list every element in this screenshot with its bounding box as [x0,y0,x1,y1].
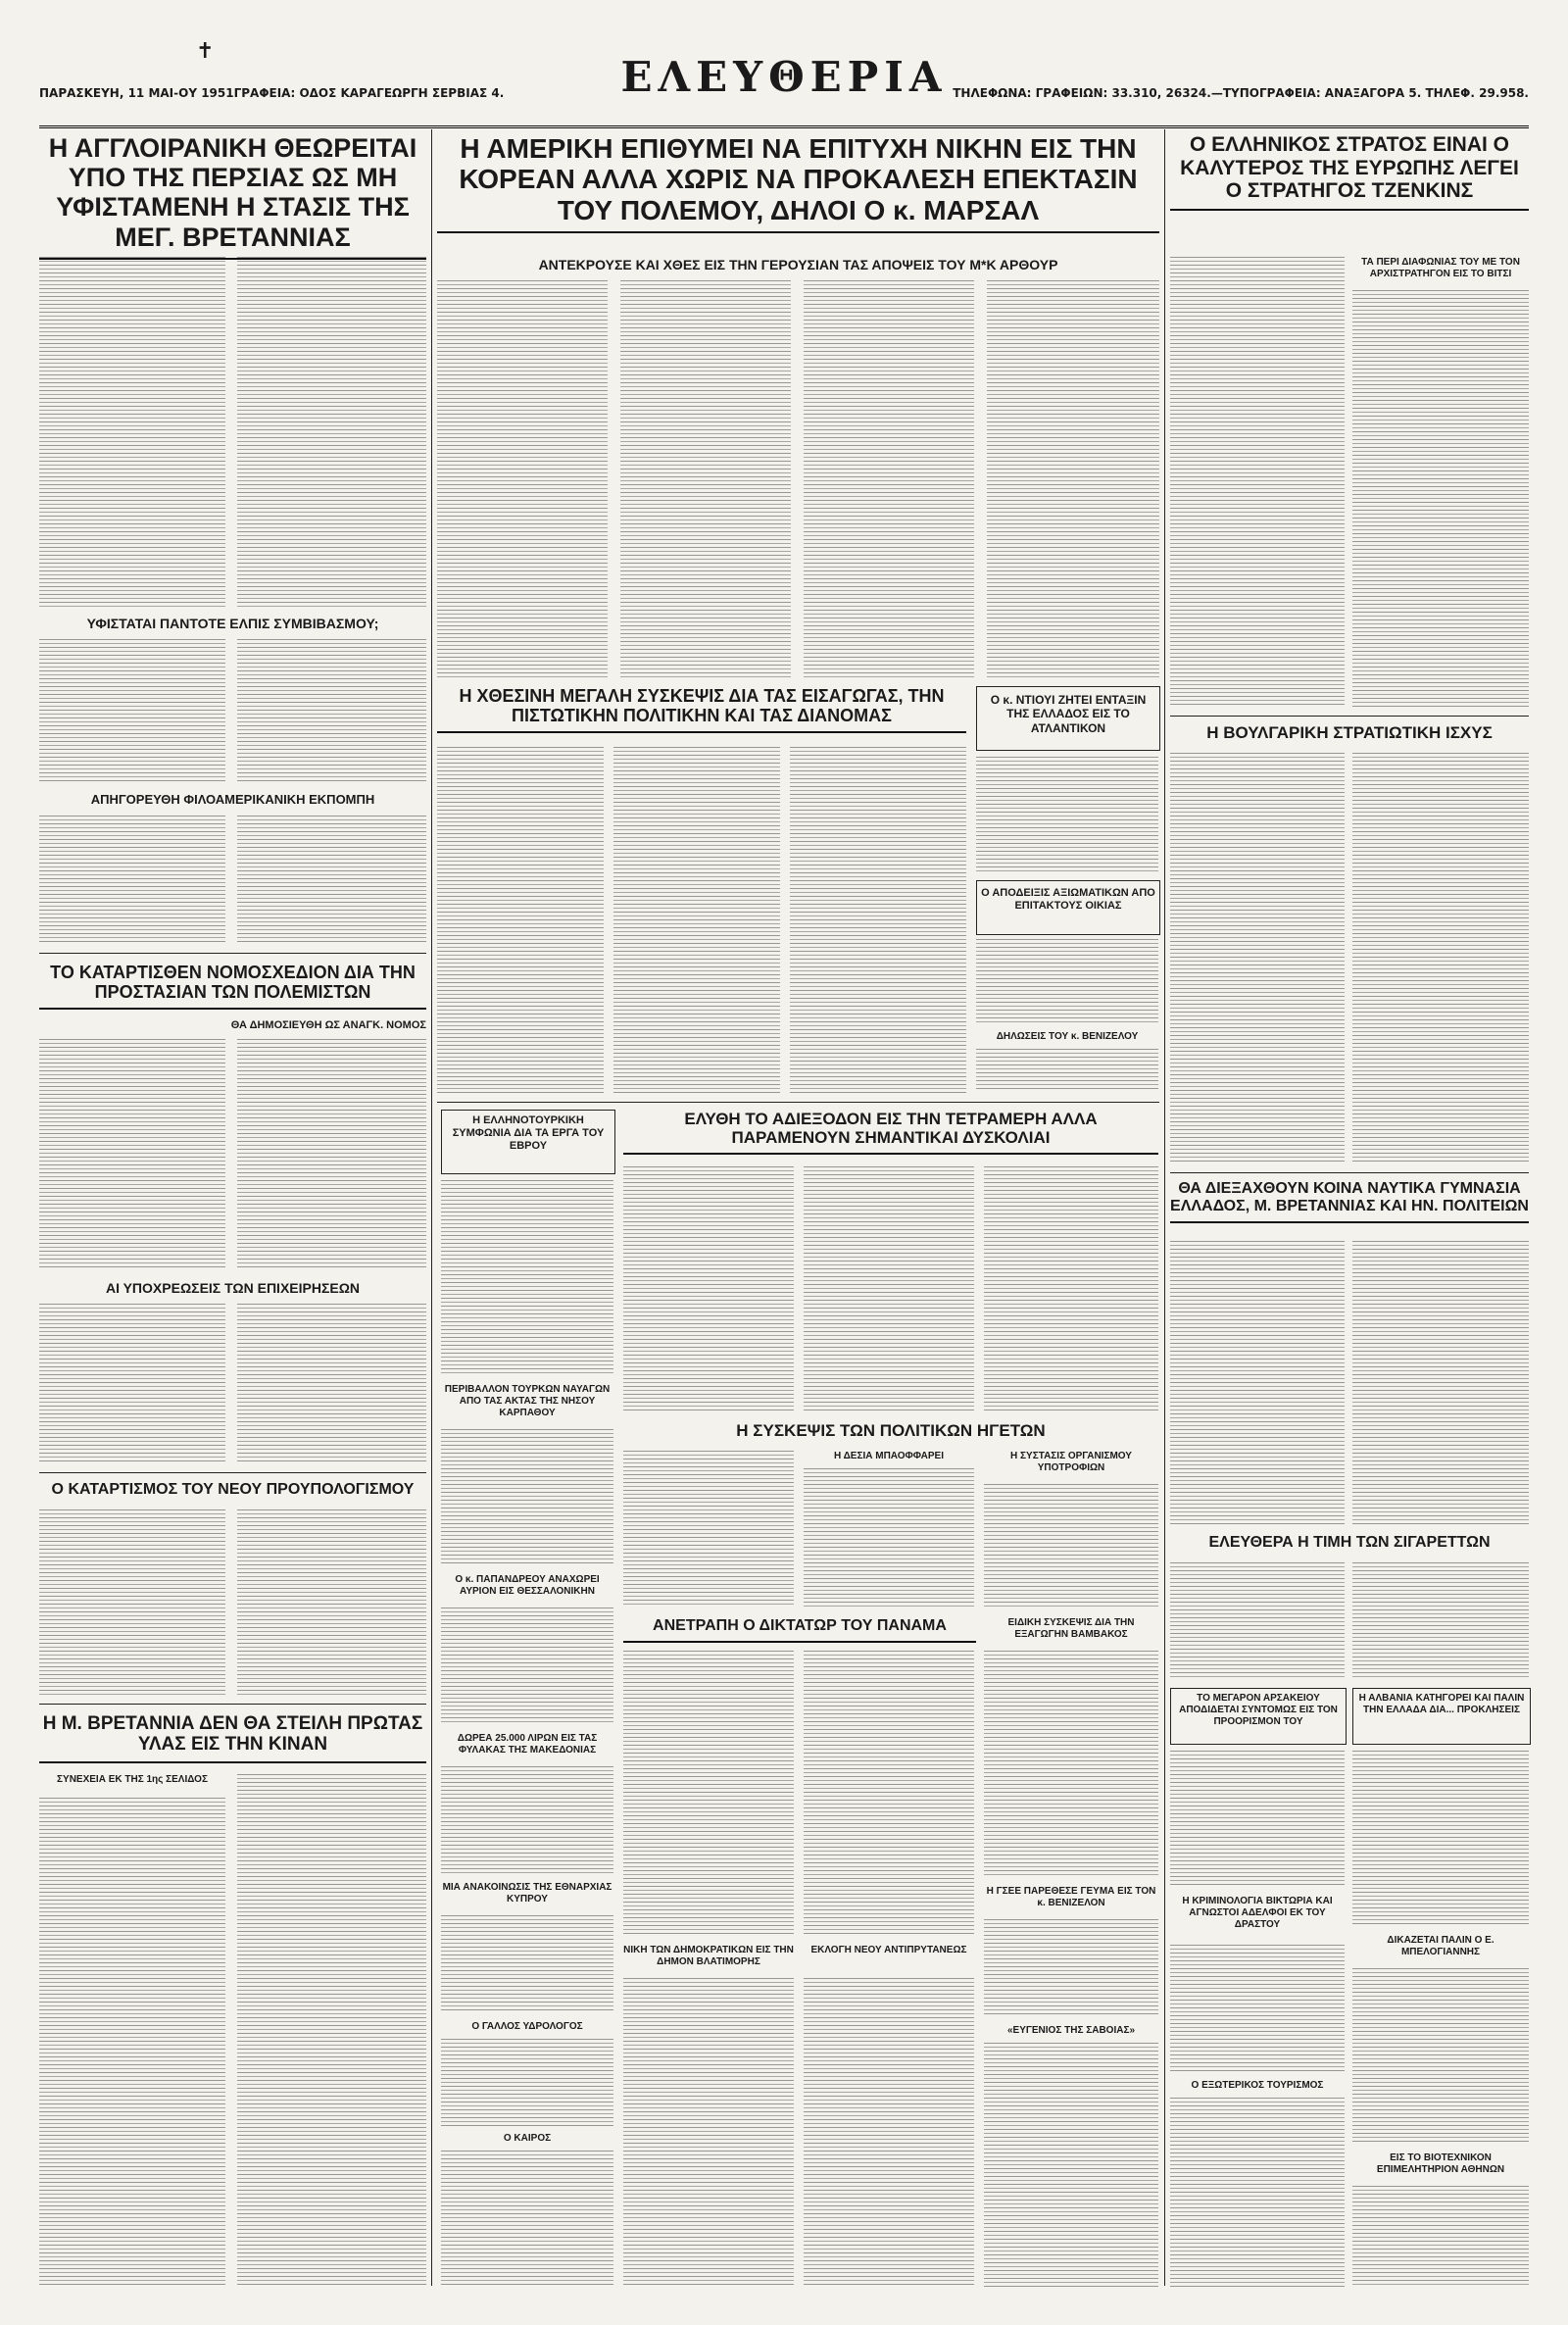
headline: Ο ΚΑΤΑΡΤΙΣΜΟΣ ΤΟΥ ΝΕΟΥ ΠΡΟΥΠΟΛΟΓΙΣΜΟΥ [51,1481,415,1498]
article-text [1170,257,1345,708]
article-text [237,1774,426,2288]
article-text [237,816,426,943]
subheadline: ΕΙΣ ΤΟ ΒΙΟΤΕΧΝΙΚΟΝ ΕΠΙΜΕΛΗΤΗΡΙΟΝ ΑΘΗΝΩΝ [1376,2152,1505,2175]
subheadline: ΔΗΛΩΣΕΙΣ ΤΟΥ κ. ΒΕΝΙΖΕΛΟΥ [996,1031,1139,1042]
article-text [984,1919,1158,2017]
article-text [237,1304,426,1464]
newspaper-title: ΕΛΕΥΘΕΡΙΑ [620,53,948,101]
subheadline: ΔΙΚΑΖΕΤΑΙ ΠΑΛΙΝ Ο Ε. ΜΠΕΛΟΓΙΑΝΝΗΣ [1387,1935,1494,1957]
article-text [441,1608,613,1725]
article-text [790,747,966,1096]
article-text [1352,753,1529,1164]
masthead-phones: ΤΗΛΕΦΩΝΑ: ΓΡΑΦΕΙΩΝ: 33.310, 26324.—ΤΥΠΟΓΡΑΦΕΙΑ: ΑΝΑΞΑΓΟΡΑ 5. ΤΗΛΕΦ. 29.958. [953,86,1529,100]
article-text [39,1304,225,1464]
subheadline: ΑΠΗΓΟΡΕΥΘΗ ΦΙΛΟΑΜΕΡΙΚΑΝΙΚΗ ΕΚΠΟΜΠΗ [90,792,375,807]
subheadline: ΜΙΑ ΑΝΑΚΟΙΝΩΣΙΣ ΤΗΣ ΕΘΝΑΡΧΙΑΣ ΚΥΠΡΟΥ [442,1882,612,1905]
article-text [437,747,604,1096]
subheadline: Η ΓΣΕΕ ΠΑΡΕΘΕΣΕ ΓΕΥΜΑ ΕΙΣ ΤΟΝ κ. ΒΕΝΙΖΕΛΟΝ [986,1886,1156,1908]
article-text [237,639,426,782]
headline: Ο ΑΠΟΔΕΙΞΙΣ ΑΞΙΩΜΑΤΙΚΩΝ ΑΠΟ ΕΠΙΤΑΚΤΟΥΣ ΟΙΚΙΑΣ [981,887,1155,913]
section-rule [39,1704,426,1705]
subheadline: ΝΙΚΗ ΤΩΝ ΔΗΜΟΚΡΑΤΙΚΩΝ ΕΙΣ ΤΗΝ ΔΗΜΟΝ ΒΛΑΤΙΜΟΡΗΣ [623,1945,794,1967]
section-rule [39,1472,426,1473]
article-text [441,1766,613,1874]
headline: Η Μ. ΒΡΕΤΑΝΝΙΑ ΔΕΝ ΘΑ ΣΤΕΙΛΗ ΠΡΩΤΑΣ ΥΛΑΣ ΕΙΣ ΤΗΝ ΚΙΝΑΝ [39,1713,426,1763]
article-text [976,1049,1158,1092]
headline-left-main: Η ΑΓΓΛΟΙΡΑΝΙΚΗ ΘΕΩΡΕΙΤΑΙ ΥΠΟ ΤΗΣ ΠΕΡΣΙΑΣ ΩΣ ΜΗ ΥΦΙΣΤΑΜΕΝΗ Η ΣΤΑΣΙΣ ΤΗΣ ΜΕΓ. ΒΡΕΤΑΝΝΙΑΣ [39,133,426,260]
headline-box [976,686,1160,751]
article-text [1352,290,1529,708]
headline-center-main: Η ΑΜΕΡΙΚΗ ΕΠΙΘΥΜΕΙ ΝΑ ΕΠΙΤΥΧΗ ΝΙΚΗΝ ΕΙΣ ΤΗΝ ΚΟΡΕΑΝ ΑΛΛΑ ΧΩΡΙΣ ΝΑ ΠΡΟΚΑΛΕΣΗ ΕΠΕΚΤΑΣΙΝ ΤΟΥ ΠΟΛΕΜΟΥ, ΔΗΛΟΙ Ο κ. ΜΑΡΣΑΛ [437,133,1159,233]
article-text [1352,1968,1529,2145]
article-text [39,1039,225,1270]
headline: ΑΝΕΤΡΑΠΗ Ο ΔΙΚΤΑΤΩΡ ΤΟΥ ΠΑΝΑΜΑ [623,1617,976,1643]
subheadline: ΑΝΤΕΚΡΟΥΣΕ ΚΑΙ ΧΘΕΣ ΕΙΣ ΤΗΝ ΓΕΡΟΥΣΙΑΝ ΤΑΣ ΑΠΟΨΕΙΣ ΤΟΥ Μ*Κ ΑΡΘΟΥΡ [538,257,1058,272]
article-text [1170,1562,1345,1680]
headline-right-main: Ο ΕΛΛΗΝΙΚΟΣ ΣΤΡΑΤΟΣ ΕΙΝΑΙ Ο ΚΑΛΥΤΕΡΟΣ ΤΗΣ ΕΥΡΩΠΗΣ ΛΕΓΕΙ Ο ΣΤΡΑΤΗΓΟΣ ΤΖΕΝΚΙΝΣ [1170,133,1529,211]
headline: Η ΣΥΣΚΕΨΙΣ ΤΩΝ ΠΟΛΙΤΙΚΩΝ ΗΓΕΤΩΝ [736,1421,1046,1440]
article-text [984,1651,1158,1876]
subheadline: «ΕΥΓΕΝΙΟΣ ΤΗΣ ΣΑΒΟΙΑΣ» [1006,2025,1136,2036]
subheadline: ΕΙΔΙΚΗ ΣΥΣΚΕΨΙΣ ΔΙΑ ΤΗΝ ΕΞΑΓΩΓΗΝ ΒΑΜΒΑΚΟΣ [1007,1617,1135,1640]
headline-box [441,1110,615,1174]
article-text [441,1180,613,1376]
article-text [39,257,225,608]
headline: Η ΧΘΕΣΙΝΗ ΜΕΓΑΛΗ ΣΥΣΚΕΨΙΣ ΔΙΑ ΤΑΣ ΕΙΣΑΓΩΓΑΣ, ΤΗΝ ΠΙΣΤΩΤΙΚΗΝ ΠΟΛΙΤΙΚΗΝ ΚΑΙ ΤΑΣ ΔΙΑΝΟΜΑΣ [437,686,966,733]
subheadline: ΠΕΡΙΒΑΛΛΟΝ ΤΟΥΡΚΩΝ ΝΑΥΑΓΩΝ ΑΠΟ ΤΑΣ ΑΚΤΑΣ ΤΗΣ ΝΗΣΟΥ ΚΑΡΠΑΘΟΥ [444,1384,611,1418]
article-text [441,2039,613,2127]
article-text [441,1915,613,2013]
headline: Η ΒΟΥΛΓΑΡΙΚΗ ΣΤΡΑΤΙΩΤΙΚΗ ΙΣΧΥΣ [1206,723,1493,742]
masthead-date-address: ΠΑΡΑΣΚΕΥΗ, 11 ΜΑΙ-ΟΥ 1951ΓΡΑΦΕΙΑ: ΟΔΟΣ ΚΑΡΑΓΕΩΡΓΗ ΣΕΡΒΙΑΣ 4. [39,86,505,100]
article-text [437,280,608,680]
article-text [804,1166,974,1413]
headline: ΘΑ ΔΙΕΞΑΧΘΟΥΝ ΚΟΙΝΑ ΝΑΥΤΙΚΑ ΓΥΜΝΑΣΙΑ ΕΛΛΑΔΟΣ, Μ. ΒΡΕΤΑΝΝΙΑΣ ΚΑΙ ΗΝ. ΠΟΛΙΤΕΙΩΝ [1170,1180,1529,1223]
headline-box [1352,1688,1531,1745]
article-text [1170,1241,1345,1525]
subheadline: Η ΚΡΙΜΙΝΟΛΟΓΙΑ ΒΙΚΤΩΡΙΑ ΚΑΙ ΑΓΝΩΣΤΟΙ ΑΔΕΛΦΟΙ ΕΚ ΤΟΥ ΔΡΑΣΤΟΥ [1182,1896,1333,1930]
kicker: ΘΑ ΔΗΜΟΣΙΕΥΘΗ ΩΣ ΑΝΑΓΚ. ΝΟΜΟΣ [230,1019,426,1031]
section-rule [437,1102,1159,1103]
article-text [1352,2186,1529,2288]
headline: Η ΑΛΒΑΝΙΑ ΚΑΤΗΓΟΡΕΙ ΚΑΙ ΠΑΛΙΝ ΤΗΝ ΕΛΛΑΔΑ ΔΙΑ... ΠΡΟΚΛΗΣΕΙΣ [1358,1693,1525,1715]
article-text [613,747,780,1096]
article-text [976,757,1158,874]
subheadline: ΥΦΙΣΤΑΤΑΙ ΠΑΝΤΟΤΕ ΕΛΠΙΣ ΣΥΜΒΙΒΑΣΜΟΥ; [86,616,379,631]
section-rule [39,953,426,954]
article-text [623,1166,794,1413]
kicker: ΣΥΝΕΧΕΙΑ ΕΚ ΤΗΣ 1ης ΣΕΛΙΔΟΣ [57,1774,208,1785]
article-text [441,1429,613,1566]
headline-box [976,880,1160,935]
article-text [984,2043,1158,2288]
masthead [39,39,1529,128]
newspaper-page [39,39,1529,2294]
subheadline: Η ΔΕΣΙΑ ΜΠΑΟΦΦΑΡΕΙ [833,1451,945,1461]
article-text [623,1451,794,1608]
article-text [1170,2098,1345,2288]
article-text [976,939,1158,1025]
subheadline: ΑΙ ΥΠΟΧΡΕΩΣΕΙΣ ΤΩΝ ΕΠΙΧΕΙΡΗΣΕΩΝ [105,1280,361,1296]
article-text [984,1484,1158,1608]
headline: ΤΟ ΜΕΓΑΡΟΝ ΑΡΣΑΚΕΙΟΥ ΑΠΟΔΙΔΕΤΑΙ ΣΥΝΤΟΜΩΣ ΕΙΣ ΤΟΝ ΠΡΟΟΡΙΣΜΟΝ ΤΟΥ [1179,1693,1338,1727]
article-text [804,1468,974,1608]
article-text [984,1166,1158,1413]
article-text [39,639,225,782]
article-text [987,280,1159,680]
subheadline: Η ΣΥΣΤΑΣΙΣ ΟΡΓΑΝΙΣΜΟΥ ΥΠΟΤΡΟΦΙΩΝ [1010,1451,1132,1473]
column-rule [1164,129,1165,2286]
article-text [1170,1751,1345,1888]
article-text [1352,1751,1529,1927]
subheadline: ΔΩΡΕΑ 25.000 ΛΙΡΩΝ ΕΙΣ ΤΑΣ ΦΥΛΑΚΑΣ ΤΗΣ ΜΑΚΕΔΟΝΙΑΣ [457,1733,598,1756]
article-text [804,1978,974,2288]
subheadline: ΕΚΛΟΓΗ ΝΕΟΥ ΑΝΤΙΠΡΥΤΑΝΕΩΣ [810,1945,967,1955]
headline-box [1170,1688,1347,1745]
article-text [1170,1945,1345,2072]
article-text [441,2151,613,2288]
article-text [623,1651,794,1935]
article-text [237,1509,426,1696]
section-rule [1170,716,1529,717]
subheadline: ΤΑ ΠΕΡΙ ΔΙΑΦΩΝΙΑΣ ΤΟΥ ΜΕ ΤΟΝ ΑΡΧΙΣΤΡΑΤΗΓΟΝ ΕΙΣ ΤΟ ΒΙΤΣΙ [1361,257,1520,279]
article-text [620,280,791,680]
column-rule [431,129,432,2286]
subheadline: Ο ΚΑΙΡΟΣ [503,2133,552,2144]
article-text [39,1509,225,1696]
section-rule [1170,1172,1529,1173]
article-text [804,1651,974,1935]
headline: Ο κ. ΝΤΙΟΥΙ ΖΗΤΕΙ ΕΝΤΑΞΙΝ ΤΗΣ ΕΛΛΑΔΟΣ ΕΙΣ ΤΟ ΑΤΛΑΝΤΙΚΟΝ [990,693,1147,735]
article-text [39,816,225,943]
article-text [623,1978,794,2288]
article-text [237,257,426,608]
article-text [39,1798,225,2288]
article-text [237,1039,426,1270]
article-text [804,280,974,680]
article-text [1352,1241,1529,1525]
headline: ΕΛΥΘΗ ΤΟ ΑΔΙΕΞΟΔΟΝ ΕΙΣ ΤΗΝ ΤΕΤΡΑΜΕΡΗ ΑΛΛΑ ΠΑΡΑΜΕΝΟΥΝ ΣΗΜΑΝΤΙΚΑΙ ΔΥΣΚΟΛΙΑΙ [623,1110,1158,1155]
headline: Η ΕΛΛΗΝΟΤΟΥΡΚΙΚΗ ΣΥΜΦΩΝΙΑ ΔΙΑ ΤΑ ΕΡΓΑ ΤΟΥ ΕΒΡΟΥ [452,1114,605,1153]
cross-mark: ✝ [196,39,215,64]
subheadline: Ο κ. ΠΑΠΑΝΔΡΕΟΥ ΑΝΑΧΩΡΕΙ ΑΥΡΙΟΝ ΕΙΣ ΘΕΣΣΑΛΟΝΙΚΗΝ [455,1574,600,1597]
headline: ΤΟ ΚΑΤΑΡΤΙΣΘΕΝ ΝΟΜΟΣΧΕΔΙΟΝ ΔΙΑ ΤΗΝ ΠΡΟΣΤΑΣΙΑΝ ΤΩΝ ΠΟΛΕΜΙΣΤΩΝ [39,963,426,1010]
subheadline: Ο ΓΑΛΛΟΣ ΥΔΡΟΛΟΓΟΣ [471,2021,583,2032]
headline: ΕΛΕΥΘΕΡΑ Η ΤΙΜΗ ΤΩΝ ΣΙΓΑΡΕΤΤΩΝ [1208,1534,1491,1551]
article-text [1170,753,1345,1164]
article-text [1352,1562,1529,1680]
subheadline: Ο ΕΞΩΤΕΡΙΚΟΣ ΤΟΥΡΙΣΜΟΣ [1191,2080,1324,2091]
